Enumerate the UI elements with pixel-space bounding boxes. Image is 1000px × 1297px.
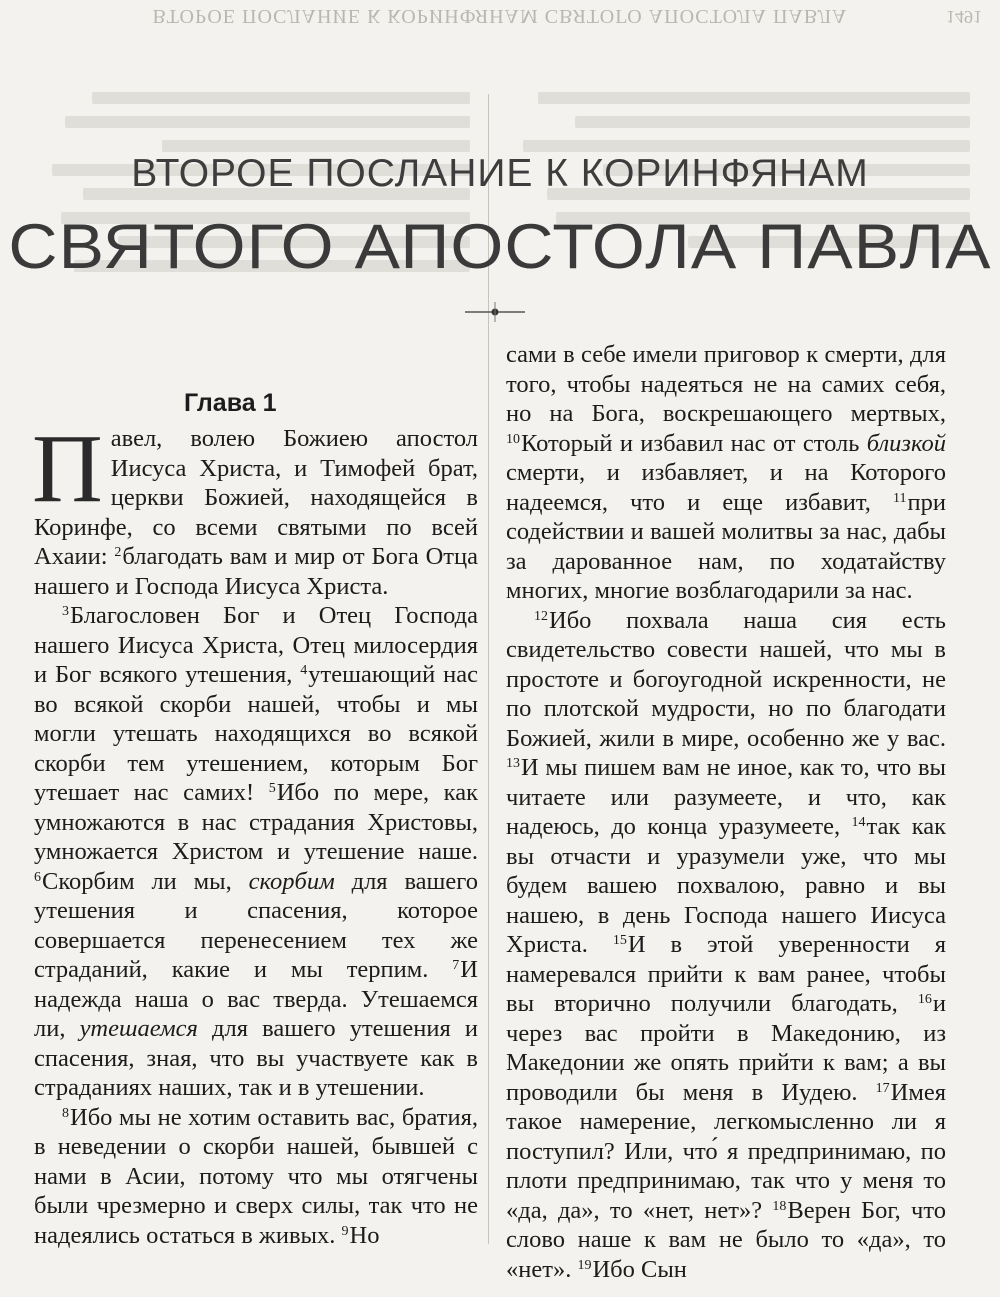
title-line-2: СВЯТОГО АПОСТОЛА ПАВЛА: [8, 212, 992, 282]
verse-number: 16: [917, 992, 932, 1007]
paragraph-5: $^{12}$Ибо похвала наша сия есть свидетельство совести нашей, что мы в простоте и богоугодной искренности, не по плотской мудрости, но по благодати Божией, жили в мире, особенно же у вас. $^{13}$И мы пишем вам не иное, как то, что вы читаете или разумеете, и что, как надеюсь, до конца уразумеете, $^{14}$так как вы отчасти и уразумели уже, что мы будем вашею похвалою, равно и вы нашею, в день Господа нашего Иисуса Христа. $^{15}$И в этой уверенности я намеревался прийти к вам ранее, чтобы вы вторично получили благодать, $^{16}$и через вас пройти в Македонию, из Македонии же опять прийти к вам; а вы проводили бы меня в Иудею. $^{17}$Имея такое намерение, легкомысленно ли я поступил? Или, что́ я предпринимаю, по плоти предпринимаю, так что у меня то «да, да», то «нет, нет»? $^{18}$Верен Бог, что слово наше к вам не было то «да», то «нет». $^{19}$Ибо Сын: [506, 606, 946, 1283]
verse-number: 9: [341, 1223, 349, 1239]
right-column: [506, 340, 946, 1284]
verse-number: 18: [772, 1198, 787, 1214]
verse-number: 4: [300, 663, 308, 678]
paragraph-3: $^8$Ибо мы не хотим оставить вас, братия, в неведении о скорби нашей, бывшей с нами в Асии, потому что мы отягчены были чрезмерно и сверх силы, так что не надеялись остаться в живых. $^9$Но: [34, 1103, 478, 1249]
verse-number: 12: [534, 608, 548, 624]
left-column: [34, 376, 478, 1250]
verse-number: 13: [506, 756, 520, 771]
ornament-divider: [445, 302, 545, 322]
verse-number: 14: [851, 815, 866, 830]
verse-number: 7: [452, 958, 460, 973]
verse-number: 10: [506, 431, 520, 447]
paragraph-4: сами в себе имели приговор к смерти, для того, чтобы надеяться не на самих себя, но на Бога, воскрешающего мертвых, $^{10}$Который и избавил нас от столь близкой смерти, и избавляет, и на Которого надеемся, что и еще избавит, $^{11}$при содействии и вашей молитвы за нас, дабы за дарованное нам, по ходатайству многих, многие возблагодарили за нас.: [506, 341, 946, 604]
verse-number: 8: [62, 1105, 69, 1121]
title-line-1: ВТОРОЕ ПОСЛАНИЕ К КОРИНФЯНАМ: [131, 152, 869, 195]
book-title: [8, 148, 992, 288]
running-head: ВТОРОЕ ПОСЛАНИЕ К КОРИНФЯНАМ СВЯТОГО АПОСТОЛА ПАВЛА: [152, 5, 848, 27]
verse-number: 11: [893, 490, 907, 506]
verse-number: 2: [114, 545, 122, 560]
verse-number: 15: [612, 933, 627, 948]
page-number: 1491: [946, 7, 982, 27]
drop-cap: П: [32, 415, 103, 523]
verse-number: 19: [577, 1257, 592, 1273]
paragraph-1: Павел, волею Божиею апостол Иисуса Христа, и Тимофей брат, церкви Божией, находящейся в Коринфе, со всеми святыми по всей Ахаии: $^2$благодать вам и мир от Бога Отца нашего и Господа Иисуса Христа.: [32, 415, 479, 600]
verse-number: 6: [34, 869, 41, 885]
chapter-heading: Глава 1: [184, 389, 277, 417]
paragraph-2: $^3$Благословен Бог и Отец Господа нашего Иисуса Христа, Отец милосердия и Бог всякого утешения, $^4$утешающий нас во всякой скорби нашей, чтобы и мы могли утешать находящихся во всякой скорби тем утешением, которым Бог утешает нас самих! $^5$Ибо по мере, как умножаются в нас страдания Христовы, умножается Христом и утешение наше. $^6$Скорбим ли мы, скорбим для вашего утешения и спасения, которое совершается перенесением тех же страданий, какие и мы терпим. $^7$И надежда наша о вас тверда. Утешаемся ли, утешаемся для вашего утешения и спасения, зная, что вы участвуете как в страданиях наших, так и в утешении.: [34, 602, 478, 1101]
verse-number: 3: [62, 604, 69, 619]
verse-number: 5: [268, 781, 276, 796]
verse-number: 17: [875, 1080, 890, 1096]
